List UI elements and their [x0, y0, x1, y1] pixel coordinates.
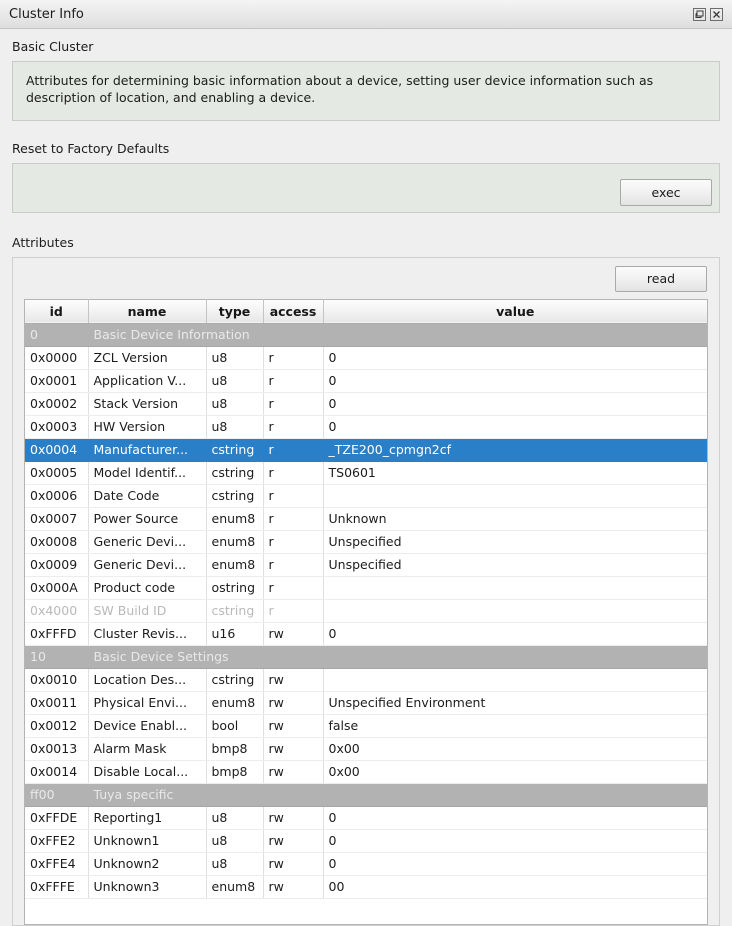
table-row[interactable]: [25, 622, 707, 645]
cell-value: false: [323, 714, 707, 737]
cell-id: 0x0010: [25, 668, 88, 691]
window-title: Cluster Info: [9, 6, 84, 22]
cell-id: 0x0011: [25, 691, 88, 714]
cell-value: Unknown: [323, 507, 707, 530]
cell-id: 0x0000: [25, 346, 88, 369]
table-row[interactable]: [25, 346, 707, 369]
cell-value: _TZE200_cpmgn2cf: [323, 438, 707, 461]
cell-access: rw: [263, 714, 323, 737]
window-controls: [692, 7, 728, 22]
cell-type: cstring: [206, 599, 263, 622]
cell-value: [323, 576, 707, 599]
table-filler-cell: [88, 898, 206, 921]
cell-access: r: [263, 507, 323, 530]
cell-access: r: [263, 599, 323, 622]
cell-name: Generic Devi...: [88, 530, 206, 553]
cell-type: u8: [206, 852, 263, 875]
cell-type: cstring: [206, 668, 263, 691]
cell-access: r: [263, 484, 323, 507]
column-header-id[interactable]: id: [25, 299, 88, 323]
cell-type: u16: [206, 622, 263, 645]
dialog-content: [0, 29, 732, 926]
attributes-panel: [12, 257, 720, 926]
cell-group-name: Basic Device Information: [88, 323, 707, 346]
attributes-table-scroll[interactable]: [24, 299, 708, 925]
cell-name: SW Build ID: [88, 599, 206, 622]
attributes-table-header-row: [25, 299, 707, 323]
cell-type: cstring: [206, 438, 263, 461]
cell-type: enum8: [206, 875, 263, 898]
cell-name: Unknown1: [88, 829, 206, 852]
cell-access: r: [263, 346, 323, 369]
table-row[interactable]: [25, 461, 707, 484]
cell-value: 0: [323, 829, 707, 852]
column-header-name[interactable]: name: [88, 299, 206, 323]
cell-value: Unspecified Environment: [323, 691, 707, 714]
cell-value: Unspecified: [323, 553, 707, 576]
cell-id: 0x0009: [25, 553, 88, 576]
cell-group-id: 10: [25, 645, 88, 668]
cell-id: 0x0006: [25, 484, 88, 507]
cell-value: 0: [323, 622, 707, 645]
table-row[interactable]: [25, 392, 707, 415]
cell-type: cstring: [206, 461, 263, 484]
cell-type: u8: [206, 829, 263, 852]
attributes-section-label: Attributes: [12, 234, 74, 250]
close-window-button[interactable]: [709, 7, 724, 22]
cell-id: 0xFFFD: [25, 622, 88, 645]
read-button[interactable]: read: [615, 266, 707, 292]
cell-access: rw: [263, 622, 323, 645]
table-filler-cell: [25, 898, 88, 921]
cell-access: rw: [263, 875, 323, 898]
table-row[interactable]: [25, 599, 707, 622]
reset-command-box: [12, 163, 720, 213]
column-header-access[interactable]: access: [263, 299, 323, 323]
cell-group-id: ff00: [25, 783, 88, 806]
cell-type: u8: [206, 806, 263, 829]
restore-window-button[interactable]: [692, 7, 707, 22]
cell-type: u8: [206, 346, 263, 369]
cell-access: rw: [263, 829, 323, 852]
cell-name: Location Des...: [88, 668, 206, 691]
cell-name: Application V...: [88, 369, 206, 392]
cell-name: Product code: [88, 576, 206, 599]
cell-access: r: [263, 392, 323, 415]
cell-value: 0: [323, 415, 707, 438]
cell-type: enum8: [206, 507, 263, 530]
cell-id: 0x0001: [25, 369, 88, 392]
exec-button[interactable]: exec: [620, 179, 712, 206]
cell-type: u8: [206, 415, 263, 438]
cell-name: Reporting1: [88, 806, 206, 829]
cell-id: 0x4000: [25, 599, 88, 622]
cell-name: Date Code: [88, 484, 206, 507]
table-row[interactable]: [25, 714, 707, 737]
cell-name: Physical Envi...: [88, 691, 206, 714]
cell-access: r: [263, 438, 323, 461]
window-titlebar: [0, 0, 732, 29]
cell-name: Manufacturer...: [88, 438, 206, 461]
basic-cluster-description-box: [12, 61, 720, 121]
cell-access: rw: [263, 691, 323, 714]
cell-type: cstring: [206, 484, 263, 507]
cell-name: Device Enabl...: [88, 714, 206, 737]
table-row[interactable]: [25, 852, 707, 875]
table-filler-cell: [206, 898, 263, 921]
table-row[interactable]: [25, 553, 707, 576]
cell-type: enum8: [206, 553, 263, 576]
cell-id: 0x0012: [25, 714, 88, 737]
cell-value: 0: [323, 852, 707, 875]
cell-value: TS0601: [323, 461, 707, 484]
table-group-row[interactable]: [25, 323, 707, 346]
cell-access: rw: [263, 806, 323, 829]
cell-id: 0x0008: [25, 530, 88, 553]
cell-type: u8: [206, 392, 263, 415]
attributes-table: [25, 299, 707, 922]
cell-value: 0: [323, 369, 707, 392]
cell-access: r: [263, 461, 323, 484]
cell-id: 0xFFFE: [25, 875, 88, 898]
cell-type: bmp8: [206, 760, 263, 783]
cell-access: rw: [263, 852, 323, 875]
cell-id: 0x0004: [25, 438, 88, 461]
cell-access: r: [263, 530, 323, 553]
cell-id: 0xFFE4: [25, 852, 88, 875]
cell-access: rw: [263, 760, 323, 783]
cell-name: Generic Devi...: [88, 553, 206, 576]
cell-type: enum8: [206, 691, 263, 714]
table-row[interactable]: [25, 737, 707, 760]
table-group-row[interactable]: [25, 783, 707, 806]
table-filler-cell: [323, 898, 707, 921]
table-row[interactable]: [25, 369, 707, 392]
cell-id: 0xFFDE: [25, 806, 88, 829]
cell-access: rw: [263, 668, 323, 691]
cell-value: [323, 599, 707, 622]
table-row[interactable]: [25, 484, 707, 507]
table-row[interactable]: [25, 806, 707, 829]
basic-cluster-label: Basic Cluster: [12, 39, 94, 54]
cell-id: 0x000A: [25, 576, 88, 599]
cell-id: 0x0014: [25, 760, 88, 783]
cell-group-name: Tuya specific: [88, 783, 707, 806]
cell-value: 0x00: [323, 760, 707, 783]
reset-section-label: Reset to Factory Defaults: [12, 140, 170, 156]
cell-name: HW Version: [88, 415, 206, 438]
cell-group-name: Basic Device Settings: [88, 645, 707, 668]
cell-id: 0x0005: [25, 461, 88, 484]
cell-access: r: [263, 369, 323, 392]
cell-value: 0: [323, 346, 707, 369]
column-header-value[interactable]: value: [323, 299, 707, 323]
cell-id: 0x0007: [25, 507, 88, 530]
cell-name: Disable Local...: [88, 760, 206, 783]
table-row[interactable]: [25, 530, 707, 553]
cell-name: Unknown2: [88, 852, 206, 875]
cell-value: 00: [323, 875, 707, 898]
cell-type: u8: [206, 369, 263, 392]
table-row[interactable]: [25, 691, 707, 714]
cell-access: r: [263, 576, 323, 599]
cell-type: bool: [206, 714, 263, 737]
table-row[interactable]: [25, 875, 707, 898]
table-filler-row: [25, 898, 707, 921]
table-row[interactable]: [25, 668, 707, 691]
cell-name: Alarm Mask: [88, 737, 206, 760]
table-row[interactable]: [25, 829, 707, 852]
cell-value: [323, 668, 707, 691]
cell-value: 0: [323, 806, 707, 829]
cell-name: ZCL Version: [88, 346, 206, 369]
cell-id: 0x0002: [25, 392, 88, 415]
cell-name: Model Identif...: [88, 461, 206, 484]
cell-type: enum8: [206, 530, 263, 553]
cell-value: [323, 484, 707, 507]
cell-value: 0x00: [323, 737, 707, 760]
table-row[interactable]: [25, 507, 707, 530]
table-group-row[interactable]: [25, 645, 707, 668]
cell-name: Cluster Revis...: [88, 622, 206, 645]
cell-type: bmp8: [206, 737, 263, 760]
table-row[interactable]: [25, 576, 707, 599]
cell-access: r: [263, 415, 323, 438]
table-row[interactable]: [25, 415, 707, 438]
table-row[interactable]: [25, 438, 707, 461]
cell-id: 0x0013: [25, 737, 88, 760]
column-header-type[interactable]: type: [206, 299, 263, 323]
attributes-toolbar: [21, 266, 711, 299]
table-row[interactable]: [25, 760, 707, 783]
cell-id: 0xFFE2: [25, 829, 88, 852]
table-filler-cell: [263, 898, 323, 921]
cell-id: 0x0003: [25, 415, 88, 438]
cell-group-id: 0: [25, 323, 88, 346]
cell-name: Unknown3: [88, 875, 206, 898]
attributes-table-body: [25, 323, 707, 921]
cell-value: 0: [323, 392, 707, 415]
cell-name: Power Source: [88, 507, 206, 530]
cell-type: ostring: [206, 576, 263, 599]
cell-name: Stack Version: [88, 392, 206, 415]
basic-cluster-description: Attributes for determining basic information about a device, setting user device information such as description of location, and enabling a device.: [26, 73, 654, 105]
cell-access: r: [263, 553, 323, 576]
cell-value: Unspecified: [323, 530, 707, 553]
cell-access: rw: [263, 737, 323, 760]
